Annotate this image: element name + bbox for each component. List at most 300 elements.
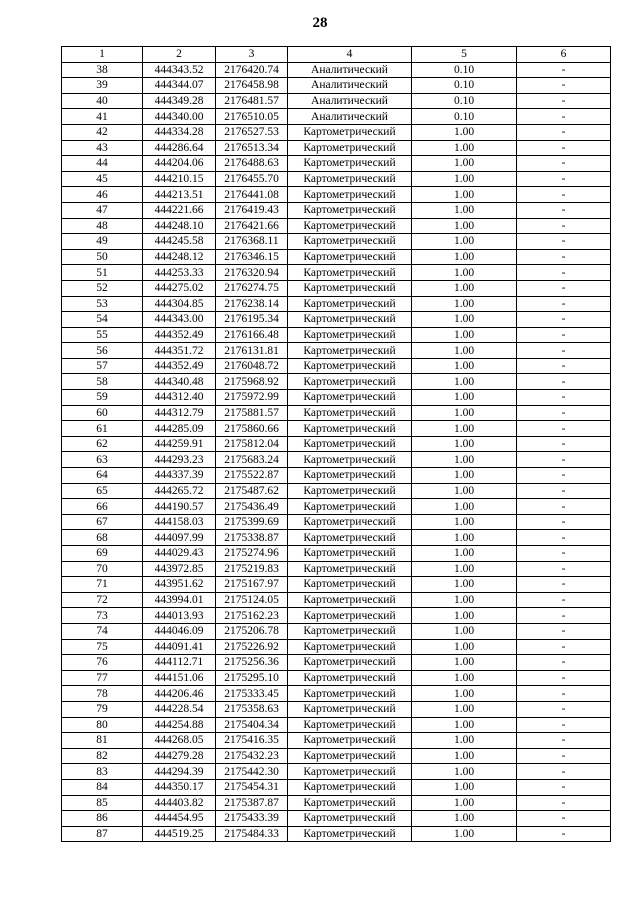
table-row: [62, 811, 611, 827]
method-cell: Картометрический: [288, 405, 412, 421]
accuracy-cell: 1.00: [412, 826, 517, 842]
coordinate-x-cell: 443951.62: [143, 577, 216, 593]
note-cell: -: [517, 265, 611, 281]
method-cell: Картометрический: [288, 514, 412, 530]
note-cell: -: [517, 374, 611, 390]
method-cell: Картометрический: [288, 280, 412, 296]
note-cell: -: [517, 670, 611, 686]
accuracy-cell: 1.00: [412, 436, 517, 452]
point-number-cell: 82: [62, 748, 143, 764]
point-number-cell: 68: [62, 530, 143, 546]
method-cell: Картометрический: [288, 436, 412, 452]
header-cell-5: 5: [412, 47, 517, 63]
method-cell: Картометрический: [288, 561, 412, 577]
table-row: [62, 93, 611, 109]
coordinate-x-cell: 444204.06: [143, 156, 216, 172]
coordinate-y-cell: 2176419.43: [216, 202, 288, 218]
table-row: [62, 249, 611, 265]
point-number-cell: 75: [62, 639, 143, 655]
note-cell: -: [517, 358, 611, 374]
table-row: [62, 623, 611, 639]
note-cell: -: [517, 78, 611, 94]
table-header: [62, 47, 611, 63]
accuracy-cell: 1.00: [412, 452, 517, 468]
coordinate-y-cell: 2175522.87: [216, 468, 288, 484]
coordinate-x-cell: 444158.03: [143, 514, 216, 530]
coordinate-y-cell: 2175399.69: [216, 514, 288, 530]
coordinate-y-cell: 2176131.81: [216, 343, 288, 359]
accuracy-cell: 1.00: [412, 655, 517, 671]
coordinate-y-cell: 2176274.75: [216, 280, 288, 296]
method-cell: Картометрический: [288, 483, 412, 499]
table-row: [62, 701, 611, 717]
note-cell: -: [517, 514, 611, 530]
note-cell: -: [517, 187, 611, 203]
accuracy-cell: 1.00: [412, 218, 517, 234]
accuracy-cell: 1.00: [412, 701, 517, 717]
coordinate-y-cell: 2175162.23: [216, 608, 288, 624]
accuracy-cell: 0.10: [412, 109, 517, 125]
accuracy-cell: 1.00: [412, 795, 517, 811]
accuracy-cell: 1.00: [412, 140, 517, 156]
note-cell: -: [517, 202, 611, 218]
point-number-cell: 87: [62, 826, 143, 842]
note-cell: -: [517, 452, 611, 468]
table-row: [62, 779, 611, 795]
table-row: [62, 608, 611, 624]
method-cell: Картометрический: [288, 358, 412, 374]
note-cell: -: [517, 530, 611, 546]
table-row: [62, 733, 611, 749]
coordinate-x-cell: 444286.64: [143, 140, 216, 156]
point-number-cell: 70: [62, 561, 143, 577]
accuracy-cell: 1.00: [412, 779, 517, 795]
table-row: [62, 187, 611, 203]
coordinate-x-cell: 444112.71: [143, 655, 216, 671]
point-number-cell: 66: [62, 499, 143, 515]
coordinate-x-cell: 444294.39: [143, 764, 216, 780]
table-row: [62, 639, 611, 655]
coordinate-y-cell: 2175226.92: [216, 639, 288, 655]
coordinate-y-cell: 2175968.92: [216, 374, 288, 390]
point-number-cell: 64: [62, 468, 143, 484]
table-row: [62, 468, 611, 484]
method-cell: Картометрический: [288, 686, 412, 702]
method-cell: Картометрический: [288, 530, 412, 546]
point-number-cell: 79: [62, 701, 143, 717]
note-cell: -: [517, 499, 611, 515]
method-cell: Аналитический: [288, 109, 412, 125]
table-row: [62, 405, 611, 421]
coordinate-y-cell: 2175436.49: [216, 499, 288, 515]
coordinate-x-cell: 444343.52: [143, 62, 216, 78]
table-body: [62, 62, 611, 842]
table-row: [62, 124, 611, 140]
coordinate-x-cell: 444340.00: [143, 109, 216, 125]
accuracy-cell: 1.00: [412, 608, 517, 624]
coordinate-x-cell: 444279.28: [143, 748, 216, 764]
method-cell: Картометрический: [288, 187, 412, 203]
point-number-cell: 51: [62, 265, 143, 281]
note-cell: -: [517, 405, 611, 421]
table-row: [62, 327, 611, 343]
point-number-cell: 38: [62, 62, 143, 78]
coordinate-y-cell: 2176420.74: [216, 62, 288, 78]
note-cell: -: [517, 171, 611, 187]
coordinate-x-cell: 444268.05: [143, 733, 216, 749]
note-cell: -: [517, 811, 611, 827]
accuracy-cell: 1.00: [412, 265, 517, 281]
point-number-cell: 62: [62, 436, 143, 452]
coordinate-x-cell: 444210.15: [143, 171, 216, 187]
accuracy-cell: 1.00: [412, 764, 517, 780]
note-cell: -: [517, 468, 611, 484]
point-number-cell: 39: [62, 78, 143, 94]
point-number-cell: 46: [62, 187, 143, 203]
point-number-cell: 45: [62, 171, 143, 187]
accuracy-cell: 1.00: [412, 187, 517, 203]
table-row: [62, 265, 611, 281]
coordinate-x-cell: 444304.85: [143, 296, 216, 312]
coordinate-x-cell: 444352.49: [143, 327, 216, 343]
note-cell: -: [517, 717, 611, 733]
table-row: [62, 436, 611, 452]
point-number-cell: 76: [62, 655, 143, 671]
coordinates-table: [61, 46, 611, 842]
method-cell: Картометрический: [288, 265, 412, 281]
accuracy-cell: 1.00: [412, 249, 517, 265]
table-row: [62, 421, 611, 437]
method-cell: Картометрический: [288, 733, 412, 749]
table-row: [62, 140, 611, 156]
table-row: [62, 592, 611, 608]
note-cell: -: [517, 795, 611, 811]
note-cell: -: [517, 62, 611, 78]
method-cell: Картометрический: [288, 390, 412, 406]
method-cell: Аналитический: [288, 62, 412, 78]
table-row: [62, 452, 611, 468]
method-cell: Картометрический: [288, 171, 412, 187]
accuracy-cell: 1.00: [412, 202, 517, 218]
note-cell: -: [517, 249, 611, 265]
method-cell: Картометрический: [288, 468, 412, 484]
accuracy-cell: 1.00: [412, 280, 517, 296]
coordinate-x-cell: 444253.33: [143, 265, 216, 281]
table-row: [62, 530, 611, 546]
table-row: [62, 390, 611, 406]
coordinate-x-cell: 444312.40: [143, 390, 216, 406]
point-number-cell: 42: [62, 124, 143, 140]
method-cell: Картометрический: [288, 779, 412, 795]
table-row: [62, 358, 611, 374]
header-cell-1: 1: [62, 47, 143, 63]
header-cell-2: 2: [143, 47, 216, 63]
method-cell: Картометрический: [288, 156, 412, 172]
note-cell: -: [517, 343, 611, 359]
coordinate-y-cell: 2175881.57: [216, 405, 288, 421]
accuracy-cell: 1.00: [412, 514, 517, 530]
method-cell: Картометрический: [288, 296, 412, 312]
coordinate-x-cell: 444312.79: [143, 405, 216, 421]
table-row: [62, 655, 611, 671]
accuracy-cell: 1.00: [412, 577, 517, 593]
accuracy-cell: 1.00: [412, 296, 517, 312]
accuracy-cell: 0.10: [412, 78, 517, 94]
point-number-cell: 52: [62, 280, 143, 296]
accuracy-cell: 1.00: [412, 546, 517, 562]
accuracy-cell: 1.00: [412, 639, 517, 655]
coordinate-y-cell: 2175432.23: [216, 748, 288, 764]
table-row: [62, 312, 611, 328]
coordinate-y-cell: 2175167.97: [216, 577, 288, 593]
coordinate-x-cell: 444334.28: [143, 124, 216, 140]
note-cell: -: [517, 764, 611, 780]
method-cell: Картометрический: [288, 826, 412, 842]
point-number-cell: 72: [62, 592, 143, 608]
accuracy-cell: 1.00: [412, 717, 517, 733]
coordinate-y-cell: 2176421.66: [216, 218, 288, 234]
method-cell: Картометрический: [288, 234, 412, 250]
table-row: [62, 374, 611, 390]
coordinate-y-cell: 2176441.08: [216, 187, 288, 203]
coordinate-y-cell: 2175256.36: [216, 655, 288, 671]
coordinate-x-cell: 443972.85: [143, 561, 216, 577]
note-cell: -: [517, 655, 611, 671]
point-number-cell: 59: [62, 390, 143, 406]
coordinate-x-cell: 444352.49: [143, 358, 216, 374]
method-cell: Картометрический: [288, 764, 412, 780]
table-row: [62, 561, 611, 577]
coordinate-y-cell: 2175206.78: [216, 623, 288, 639]
coordinate-y-cell: 2175860.66: [216, 421, 288, 437]
note-cell: -: [517, 421, 611, 437]
accuracy-cell: 1.00: [412, 124, 517, 140]
note-cell: -: [517, 93, 611, 109]
coordinate-y-cell: 2175124.05: [216, 592, 288, 608]
point-number-cell: 67: [62, 514, 143, 530]
coordinate-y-cell: 2176513.34: [216, 140, 288, 156]
note-cell: -: [517, 701, 611, 717]
point-number-cell: 54: [62, 312, 143, 328]
coordinate-x-cell: 444259.91: [143, 436, 216, 452]
coordinate-y-cell: 2176510.05: [216, 109, 288, 125]
table-row: [62, 62, 611, 78]
method-cell: Картометрический: [288, 124, 412, 140]
table-row: [62, 577, 611, 593]
accuracy-cell: 1.00: [412, 374, 517, 390]
point-number-cell: 44: [62, 156, 143, 172]
table-row: [62, 748, 611, 764]
coordinate-x-cell: 444343.00: [143, 312, 216, 328]
note-cell: -: [517, 779, 611, 795]
note-cell: -: [517, 140, 611, 156]
note-cell: -: [517, 296, 611, 312]
point-number-cell: 50: [62, 249, 143, 265]
table-row: [62, 234, 611, 250]
note-cell: -: [517, 546, 611, 562]
table-row: [62, 686, 611, 702]
method-cell: Аналитический: [288, 78, 412, 94]
accuracy-cell: 0.10: [412, 62, 517, 78]
table-row: [62, 171, 611, 187]
coordinate-x-cell: 444351.72: [143, 343, 216, 359]
coordinate-y-cell: 2176166.48: [216, 327, 288, 343]
method-cell: Картометрический: [288, 312, 412, 328]
accuracy-cell: 0.10: [412, 93, 517, 109]
table-row: [62, 670, 611, 686]
point-number-cell: 77: [62, 670, 143, 686]
accuracy-cell: 1.00: [412, 499, 517, 515]
method-cell: Картометрический: [288, 623, 412, 639]
table-row: [62, 483, 611, 499]
accuracy-cell: 1.00: [412, 156, 517, 172]
note-cell: -: [517, 686, 611, 702]
point-number-cell: 56: [62, 343, 143, 359]
point-number-cell: 80: [62, 717, 143, 733]
header-cell-4: 4: [288, 47, 412, 63]
method-cell: Картометрический: [288, 670, 412, 686]
coordinate-y-cell: 2175219.83: [216, 561, 288, 577]
coordinate-x-cell: 444245.58: [143, 234, 216, 250]
coordinate-y-cell: 2176238.14: [216, 296, 288, 312]
accuracy-cell: 1.00: [412, 312, 517, 328]
accuracy-cell: 1.00: [412, 530, 517, 546]
table-row: [62, 296, 611, 312]
method-cell: Картометрический: [288, 577, 412, 593]
method-cell: Аналитический: [288, 93, 412, 109]
header-cell-6: 6: [517, 47, 611, 63]
coordinate-x-cell: 444206.46: [143, 686, 216, 702]
method-cell: Картометрический: [288, 608, 412, 624]
point-number-cell: 60: [62, 405, 143, 421]
coordinate-y-cell: 2175484.33: [216, 826, 288, 842]
coordinate-y-cell: 2176048.72: [216, 358, 288, 374]
method-cell: Картометрический: [288, 499, 412, 515]
coordinate-x-cell: 444293.23: [143, 452, 216, 468]
point-number-cell: 57: [62, 358, 143, 374]
coordinate-x-cell: 444221.66: [143, 202, 216, 218]
accuracy-cell: 1.00: [412, 343, 517, 359]
coordinate-x-cell: 444248.12: [143, 249, 216, 265]
method-cell: Картометрический: [288, 343, 412, 359]
coordinate-x-cell: 444046.09: [143, 623, 216, 639]
point-number-cell: 47: [62, 202, 143, 218]
accuracy-cell: 1.00: [412, 234, 517, 250]
method-cell: Картометрический: [288, 717, 412, 733]
coordinate-x-cell: 444248.10: [143, 218, 216, 234]
note-cell: -: [517, 436, 611, 452]
table-row: [62, 78, 611, 94]
point-number-cell: 84: [62, 779, 143, 795]
accuracy-cell: 1.00: [412, 405, 517, 421]
accuracy-cell: 1.00: [412, 390, 517, 406]
method-cell: Картометрический: [288, 795, 412, 811]
coordinate-x-cell: 444285.09: [143, 421, 216, 437]
point-number-cell: 41: [62, 109, 143, 125]
point-number-cell: 73: [62, 608, 143, 624]
coordinate-y-cell: 2175274.96: [216, 546, 288, 562]
coordinate-y-cell: 2176368.11: [216, 234, 288, 250]
method-cell: Картометрический: [288, 421, 412, 437]
coordinate-y-cell: 2175812.04: [216, 436, 288, 452]
method-cell: Картометрический: [288, 592, 412, 608]
accuracy-cell: 1.00: [412, 733, 517, 749]
accuracy-cell: 1.00: [412, 171, 517, 187]
coordinate-x-cell: 444265.72: [143, 483, 216, 499]
coordinate-x-cell: 444403.82: [143, 795, 216, 811]
method-cell: Картометрический: [288, 218, 412, 234]
note-cell: -: [517, 124, 611, 140]
coordinate-y-cell: 2176488.63: [216, 156, 288, 172]
coordinate-x-cell: 444097.99: [143, 530, 216, 546]
accuracy-cell: 1.00: [412, 811, 517, 827]
point-number-cell: 78: [62, 686, 143, 702]
coordinate-x-cell: 444349.28: [143, 93, 216, 109]
note-cell: -: [517, 109, 611, 125]
table-row: [62, 218, 611, 234]
note-cell: -: [517, 483, 611, 499]
accuracy-cell: 1.00: [412, 358, 517, 374]
table-row: [62, 202, 611, 218]
point-number-cell: 86: [62, 811, 143, 827]
coordinate-y-cell: 2176481.57: [216, 93, 288, 109]
coordinate-y-cell: 2175333.45: [216, 686, 288, 702]
coordinate-x-cell: 444013.93: [143, 608, 216, 624]
note-cell: -: [517, 748, 611, 764]
accuracy-cell: 1.00: [412, 686, 517, 702]
coordinate-x-cell: 444228.54: [143, 701, 216, 717]
coordinate-x-cell: 444350.17: [143, 779, 216, 795]
method-cell: Картометрический: [288, 327, 412, 343]
point-number-cell: 74: [62, 623, 143, 639]
point-number-cell: 61: [62, 421, 143, 437]
point-number-cell: 40: [62, 93, 143, 109]
point-number-cell: 58: [62, 374, 143, 390]
table-row: [62, 795, 611, 811]
method-cell: Картометрический: [288, 748, 412, 764]
coordinate-y-cell: 2175683.24: [216, 452, 288, 468]
method-cell: Картометрический: [288, 374, 412, 390]
coordinate-x-cell: 444254.88: [143, 717, 216, 733]
note-cell: -: [517, 390, 611, 406]
note-cell: -: [517, 623, 611, 639]
coordinate-x-cell: 444091.41: [143, 639, 216, 655]
point-number-cell: 65: [62, 483, 143, 499]
accuracy-cell: 1.00: [412, 561, 517, 577]
accuracy-cell: 1.00: [412, 748, 517, 764]
coordinate-y-cell: 2176195.34: [216, 312, 288, 328]
coordinate-y-cell: 2175433.39: [216, 811, 288, 827]
coordinate-y-cell: 2175972.99: [216, 390, 288, 406]
method-cell: Картометрический: [288, 140, 412, 156]
coordinate-y-cell: 2175487.62: [216, 483, 288, 499]
note-cell: -: [517, 577, 611, 593]
note-cell: -: [517, 733, 611, 749]
table-row: [62, 717, 611, 733]
method-cell: Картометрический: [288, 639, 412, 655]
method-cell: Картометрический: [288, 811, 412, 827]
method-cell: Картометрический: [288, 546, 412, 562]
point-number-cell: 85: [62, 795, 143, 811]
coordinate-x-cell: 444213.51: [143, 187, 216, 203]
accuracy-cell: 1.00: [412, 327, 517, 343]
point-number-cell: 83: [62, 764, 143, 780]
note-cell: -: [517, 280, 611, 296]
coordinate-y-cell: 2176458.98: [216, 78, 288, 94]
coordinate-y-cell: 2175454.31: [216, 779, 288, 795]
note-cell: -: [517, 826, 611, 842]
point-number-cell: 63: [62, 452, 143, 468]
